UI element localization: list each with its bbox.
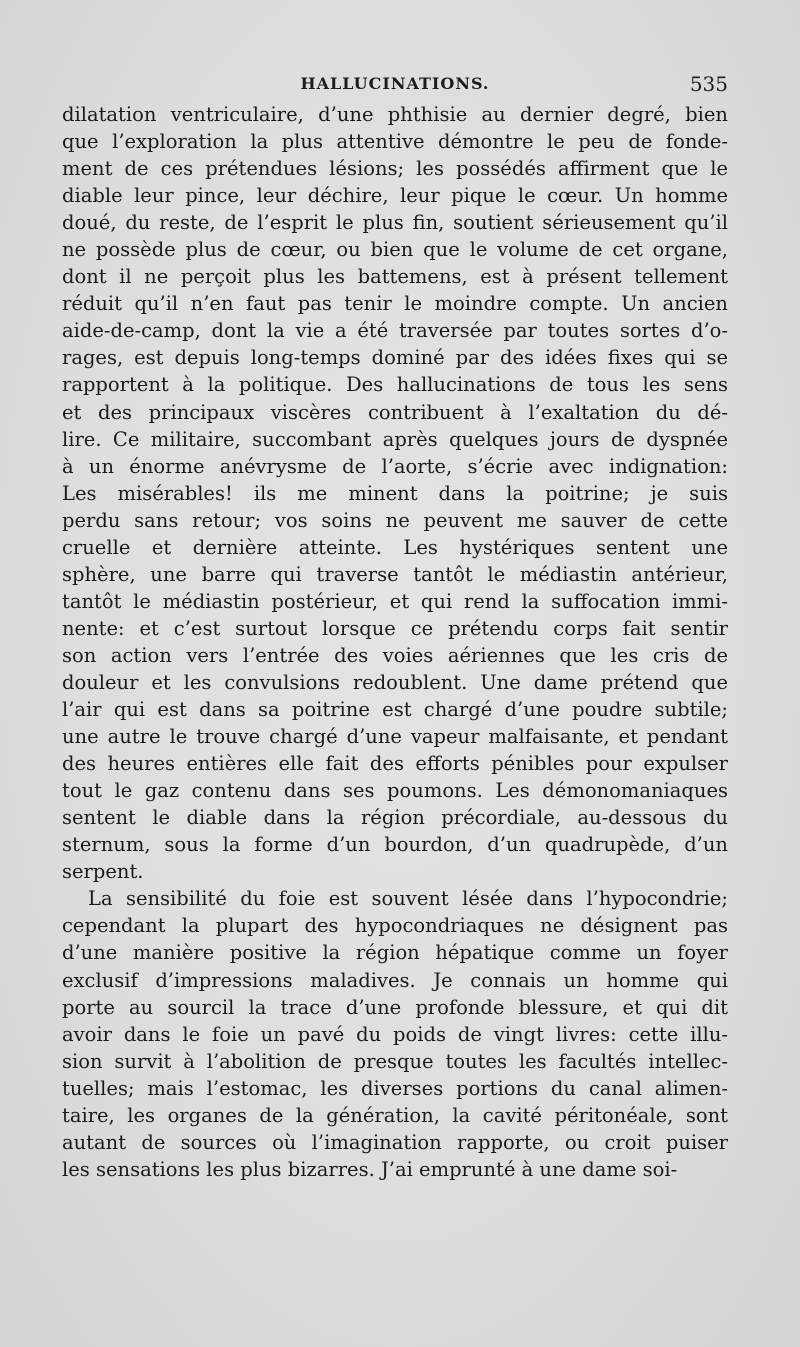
text-line: réduit qu’il n’en faut pas tenir le moindre compte. Un ancien xyxy=(62,292,728,316)
page-number: 535 xyxy=(689,72,728,96)
text-line: que l’exploration la plus attentive démontre le peu de fonde- xyxy=(62,130,728,154)
text-line: doué, du reste, de l’esprit le plus fin, soutient sérieusement qu’il xyxy=(62,211,728,235)
text-line: rages, est depuis long-temps dominé par des idées fixes qui se xyxy=(62,346,728,370)
text-line: dilatation ventriculaire, d’une phthisie au dernier degré, bien xyxy=(62,103,728,126)
text-line: cependant la plupart des hypocondriaques ne désignent pas xyxy=(62,914,728,938)
text-line: taire, les organes de la génération, la cavité péritonéale, sont xyxy=(62,1103,728,1127)
text-line: avoir dans le foie un pavé du poids de vingt livres: cette illu- xyxy=(62,1022,728,1046)
text-line: sentent le diable dans la région précordiale, au-dessous du xyxy=(62,806,728,830)
text-line: les sensations les plus bizarres. J’ai emprunté à une dame soi- xyxy=(62,1157,678,1181)
text-line: l’air qui est dans sa poitrine est chargé d’une poudre subtile; xyxy=(62,698,728,722)
text-line: perdu sans retour; vos soins ne peuvent me sauver de cette xyxy=(62,508,728,532)
text-line: sternum, sous la forme d’un bourdon, d’un quadrupède, d’un xyxy=(62,833,728,857)
text-line: d’une manière positive la région hépatique comme un foyer xyxy=(62,941,728,965)
text-line: ne possède plus de cœur, ou bien que le volume de cet organe, xyxy=(62,238,728,262)
text-line: cruelle et dernière atteinte. Les hystériques sentent une xyxy=(62,535,728,559)
text-line: sion survit à l’abolition de presque toutes les facultés intellec- xyxy=(62,1049,728,1073)
text-line: son action vers l’entrée des voies aériennes que les cris de xyxy=(62,643,728,667)
text-line: douleur et les convulsions redoublent. Une dame prétend que xyxy=(62,670,728,694)
running-head: HALLUCINATIONS. xyxy=(300,74,490,93)
text-line: des heures entières elle fait des efforts pénibles pour expulser xyxy=(62,752,728,776)
text-line: nente: et c’est surtout lorsque ce prétendu corps fait sentir xyxy=(62,616,728,640)
text-line: La sensibilité du foie est souvent lésée dans l’hypocondrie; xyxy=(88,887,728,911)
text-line: tantôt le médiastin postérieur, et qui rend la suffocation immi- xyxy=(62,589,728,613)
text-line: ment de ces prétendues lésions; les possédés affirment que le xyxy=(62,157,728,181)
text-line: aide-de-camp, dont la vie a été traversée par toutes sortes d’o- xyxy=(62,319,728,343)
text-line: porte au sourcil la trace d’une profonde blessure, et qui dit xyxy=(62,995,728,1019)
text-line: lire. Ce militaire, succombant après quelques jours de dyspnée xyxy=(62,427,728,451)
text-line: une autre le trouve chargé d’une vapeur malfaisante, et pendant xyxy=(62,725,728,749)
text-line: diable leur pince, leur déchire, leur pique le cœur. Un homme xyxy=(62,184,728,208)
paragraph xyxy=(62,101,728,885)
text-line: et des principaux viscères contribuent à l’exaltation du dé- xyxy=(62,400,728,424)
text-line: à un énorme anévrysme de l’aorte, s’écrie avec indignation: xyxy=(62,454,728,478)
text-line: tout le gaz contenu dans ses poumons. Les démonomaniaques xyxy=(62,779,728,803)
text-line: rapportent à la politique. Des hallucinations de tous les sens xyxy=(62,373,728,397)
text-line: sphère, une barre qui traverse tantôt le médiastin antérieur, xyxy=(62,562,728,586)
text-line: exclusif d’impressions maladives. Je connais un homme qui xyxy=(62,968,728,992)
body-text xyxy=(62,101,728,1183)
paragraph xyxy=(62,885,728,1183)
text-line: dont il ne perçoit plus les battemens, est à présent tellement xyxy=(62,265,728,289)
text-line: Les misérables! ils me minent dans la poitrine; je suis xyxy=(62,481,728,505)
text-line: autant de sources où l’imagination rapporte, ou croit puiser xyxy=(62,1130,728,1154)
text-line: tuelles; mais l’estomac, les diverses portions du canal alimen- xyxy=(62,1076,728,1100)
text-line: serpent. xyxy=(62,860,144,884)
page-header xyxy=(62,72,728,100)
